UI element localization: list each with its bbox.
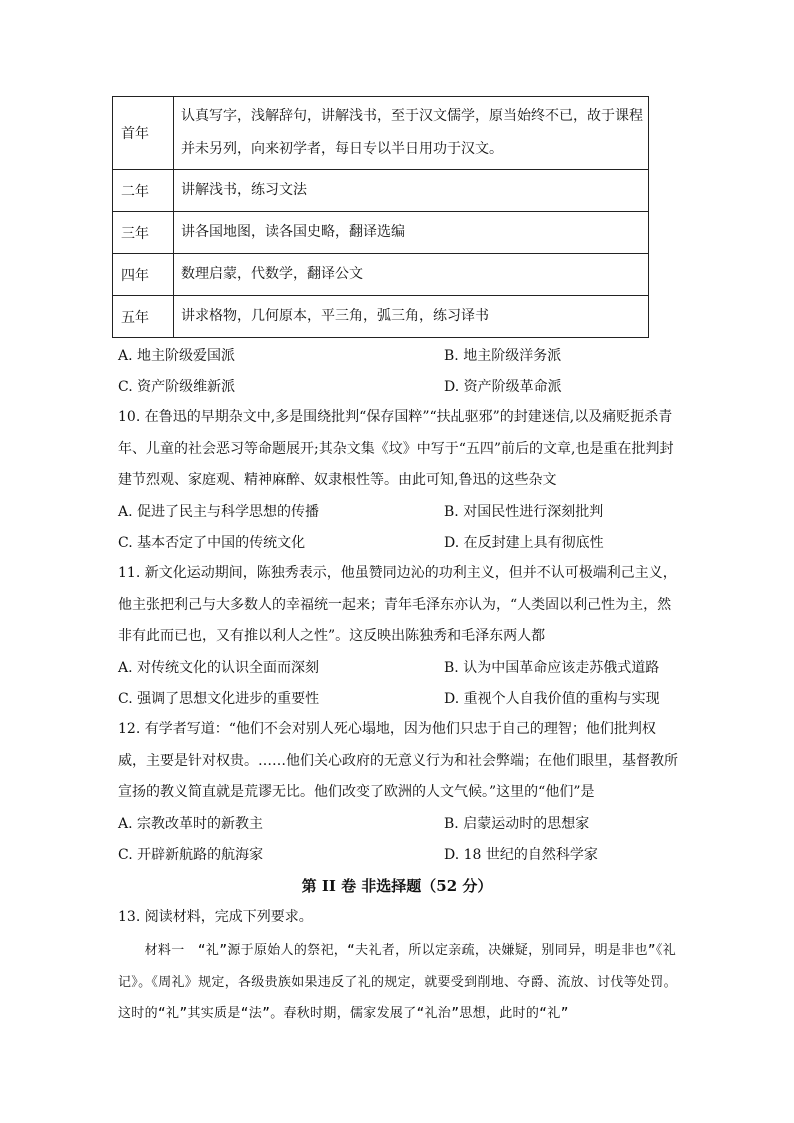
q12-option-d[interactable]: D. 18 世纪的自然科学家 <box>444 847 598 863</box>
content-cell: 认真写字，浅解辞句，讲解浅书，至于汉文儒学，原当始终不已，故于课程并未另列，向来初学者，每日专以半日用功于汉文。 <box>174 97 649 170</box>
q11-option-b[interactable]: B. 认为中国革命应该走苏俄式道路 <box>444 660 660 676</box>
q11-option-d[interactable]: D. 重视个人自我价值的重构与实现 <box>444 691 660 707</box>
year-cell: 四年 <box>113 254 174 296</box>
q10-option-b[interactable]: B. 对国民性进行深刻批判 <box>444 504 604 520</box>
q10-stem: 10. 在鲁迅的早期杂文中,多是围绕批判“保存国粹”“扶乩驱邪”的封建迷信,以及痛贬扼杀青年、儿童的社会恶习等命题展开;其杂文集《坟》中写于“五四”前后的文章,也是重在批判封建节烈观、家庭观、精神麻醉、奴隶根性等。由此可知,鲁迅的这些杂文 <box>118 409 674 488</box>
content-cell: 讲解浅书，练习文法 <box>174 170 649 212</box>
content-cell: 讲各国地图，读各国史略，翻译选编 <box>174 212 649 254</box>
q12-option-c[interactable]: C. 开辟新航路的航海家 <box>118 847 264 863</box>
q13-material: 材料一 “礼”源于原始人的祭祀，“夫礼者，所以定亲疏，决嫌疑，别同异，明是非也”《礼记》。《周礼》规定，各级贵族如果违反了礼的规定，就要受到削地、夺爵、流放、讨伐等处罚。这时的“礼”其实质是“法”。春秋时期，儒家发展了“礼治”思想，此时的“礼” <box>118 943 677 1021</box>
table-row <box>113 97 649 170</box>
table-row <box>113 212 649 254</box>
q11-stem: 11. 新文化运动期间，陈独秀表示，他虽赞同边沁的功利主义，但并不认可极端利己主义，他主张把利己与大多数人的幸福统一起来；青年毛泽东亦认为，“人类固以利己性为主，然非有此而已也，又有推以利人之性”。这反映出陈独秀和毛泽东两人都 <box>118 565 677 644</box>
content-cell: 讲求格物，几何原本，平三角，弧三角，练习译书 <box>174 296 649 338</box>
section-title: 第 II 卷 非选择题（52 分） <box>301 877 493 895</box>
q11-option-a[interactable]: A. 对传统文化的认识全面而深刻 <box>118 660 320 676</box>
year-cell: 二年 <box>113 170 174 212</box>
q12-option-b[interactable]: B. 启蒙运动时的思想家 <box>444 816 590 832</box>
q10-option-a[interactable]: A. 促进了民主与科学思想的传播 <box>118 504 320 520</box>
table-row <box>113 296 649 338</box>
curriculum-table <box>112 96 649 338</box>
q10-option-c[interactable]: C. 基本否定了中国的传统文化 <box>118 535 306 551</box>
q9-option-d[interactable]: D. 资产阶级革命派 <box>444 379 562 395</box>
year-cell: 首年 <box>113 97 174 170</box>
year-cell: 五年 <box>113 296 174 338</box>
q13-intro: 13. 阅读材料，完成下列要求。 <box>118 909 313 925</box>
q11-option-c[interactable]: C. 强调了思想文化进步的重要性 <box>118 691 320 707</box>
year-cell: 三年 <box>113 212 174 254</box>
q12-stem: 12. 有学者写道：“他们不会对别人死心塌地，因为他们只忠于自己的理智；他们批判权威，主要是针对权贵。……他们关心政府的无意义行为和社会弊端；在他们眼里，基督教所宣扬的教义简直就是荒谬无比。他们改变了欧洲的人文气候。”这里的“他们”是 <box>118 721 678 800</box>
table-row <box>113 254 649 296</box>
q9-option-a[interactable]: A. 地主阶级爱国派 <box>118 348 236 364</box>
table-row <box>113 170 649 212</box>
q10-option-d[interactable]: D. 在反封建上具有彻底性 <box>444 535 604 551</box>
q9-option-b[interactable]: B. 地主阶级洋务派 <box>444 348 562 364</box>
q9-option-c[interactable]: C. 资产阶级维新派 <box>118 379 236 395</box>
content-cell: 数理启蒙，代数学，翻译公文 <box>174 254 649 296</box>
q12-option-a[interactable]: A. 宗教改革时的新教主 <box>118 816 264 832</box>
